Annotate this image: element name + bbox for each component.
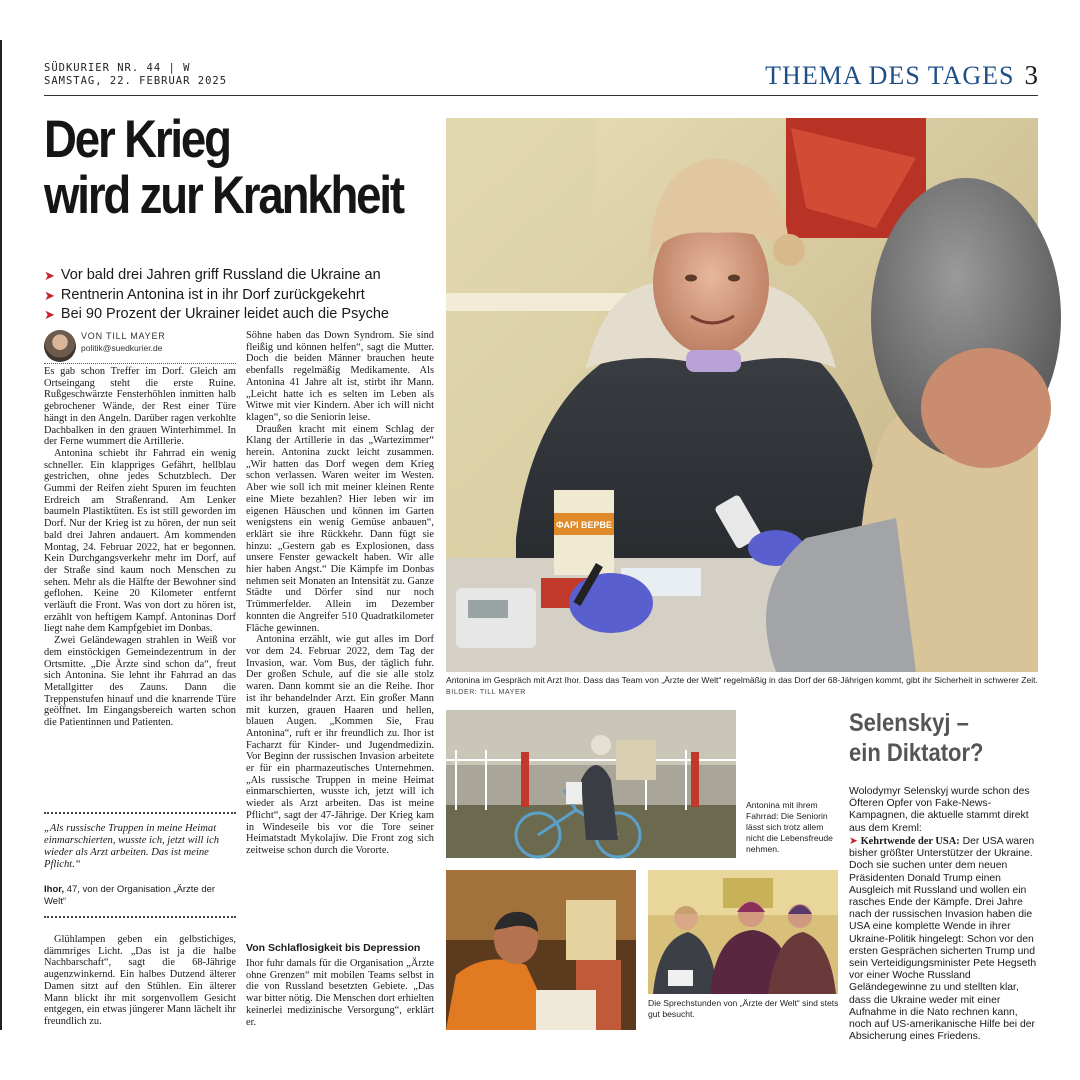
article-column-2 xyxy=(246,330,434,934)
body-paragraph: Draußen kracht mit einem Schlag der Klang der Artillerie in das „Wartezimmer“ herein. Antonina zuckt leicht zusammen. „Wir hatten das Dorf wegen dem Krieg schon verlassen. Waren weiter im Westen. Aber wie soll ich mit meiner kleinen Rente eine Miete bezahlen? Hier leben wir im eigenen Häuschen und können im Garten wenigstens ein wenig Gemüse anbauen“, erklärt sie ihre Rückkehr. Dann fügt sie hinzu: „Gestern gab es Explosionen, dass unsere Fenster gewackelt haben. Wir alle hier haben Angst.“ Die Kämpfe im Donbas nehmen seit Monaten an Intensität zu. Ganze Städte und Dörfer sind nur noch Trümmerfelder. Allein im Dezember konnten die Angreifer 510 Quadratkilometer Fläche gewinnen. xyxy=(246,423,434,634)
arrow-right-icon: ➤ xyxy=(44,287,55,303)
sidebar-bold-lead: Kehrtwende der USA: xyxy=(860,836,960,847)
body-paragraph: Glühlampen geben ein gelbstichiges, dämmriges Licht. „Das ist ja die halbe Nachbarschaft“, sagt die 68-Jährige augenzwinkernd. Ein halbes Dutzend älterer Damen sitzt auf den Stühlen. Ein älterer Mann blickt ihr mit sorgenvollem Gesicht entgegen, ein etwas jüngerer Mann lächelt ihr freundlich zu. xyxy=(44,934,236,1027)
quote-author-description: 47, von der Organisation „Ärzte der Welt“ xyxy=(44,884,216,907)
article-column-1-continued xyxy=(44,934,236,1026)
masthead-divider xyxy=(44,95,1038,96)
doctor-photo-illustration xyxy=(446,870,636,1030)
summary-bullet: ➤ Rentnerin Antonina ist in ihr Dorf zurückgekehrt xyxy=(44,286,444,306)
main-photo-illustration xyxy=(446,118,1038,672)
paper-issue: SÜDKURIER NR. 44 | W xyxy=(44,62,191,74)
medicine-box-label: ФАРІ ВЕРВЕ xyxy=(556,520,612,530)
summary-bullet: ➤ Vor bald drei Jahren griff Russland die Ukraine an xyxy=(44,266,444,286)
sidebar-lead: Wolodymyr Selenskyj wurde schon des Öfteren Opfer von Fake-News-Kampagnen, die aktuelle stammt direkt aus dem Kreml: xyxy=(849,786,1030,834)
quote-author-name: Ihor, xyxy=(44,884,65,895)
photo-woman-with-bicycle xyxy=(446,710,736,858)
arrow-right-icon: ➤ xyxy=(44,307,55,322)
women-photo-illustration xyxy=(648,870,838,994)
headline-line-1: Der Krieg xyxy=(44,110,230,169)
body-paragraph: Söhne haben das Down Syndrom. Sie sind fleißig und können helfen“, sagt die Mutter. Doch die beiden Männer brauchen heute ebenfalls regelmäßig Medikamente. Als Antonina 41 Jahre alt ist, stirbt ihr Mann. „Leicht hatte ich es selten im Leben als Witwe mit vier Kindern. Aber ich will nicht klagen“, so die Seniorin leise. xyxy=(246,330,434,423)
page-left-rule xyxy=(0,40,2,1030)
body-paragraph: Antonina erzählt, wie gut alles im Dorf vor dem 24. Februar 2022, dem Tag der Invasion, war. Vom Bus, der täglich fuhr. Der großen Schule, auf die sie alle stolz waren. Dann kommt sie an die Reihe. Ihor ist ihr behandelnder Arzt. Ein großer Mann mit kurzen, grauen Haaren und hellen, blauen Augen. „Kommen Sie, Frau Antonina“, ruft er ihr freundlich zu. Ihor ist Facharzt für Kinder- und Jugendmedizin. Vor Beginn der russischen Invasion arbeitete er für ein pharmazeutisches Unternehmen. „Als russische Truppen in meine Heimat einmarschierten, wusste ich, jetzt will ich wieder als Arzt arbeiten. Das ist meine Pflicht“, sagt der 47-Jährige. Der Krieg kam in Windeseile bis vor die Tore seiner Heimatstadt Mykolajiw. Die Front zog sich zeitweise schon durch die Vororte. xyxy=(246,634,434,856)
article-headline xyxy=(44,110,403,225)
author-avatar xyxy=(44,330,76,362)
body-paragraph: Zwei Geländewagen strahlen in Weiß vor dem einstöckigen Gemeindezentrum in der Ortsmitte. „Die Ärzte sind schon da“, freut sich Antonina. Sie lehnt ihr Fahrrad an das Metallgitter des Zauns. Dann die Treppenstufen hinauf und die knarrende Türe geöffnet. Im Eingangsbereich warten schon die Patientinnen und Patienten. xyxy=(44,635,236,729)
byline-divider xyxy=(44,363,236,364)
pull-quote: „Als russische Truppen in meine Heimat einmarschierten, wusste ich, jetzt will ich wieder als Arzt arbeiten. Das ist meine Pflicht.“ xyxy=(44,823,220,870)
bike-photo-caption: Antonina mit ihrem Fahrrad: Die Seniorin lässt sich trotz allem nicht die Lebensfreude nehmen. xyxy=(746,800,833,854)
article-subhead: Von Schlaflosigkeit bis Depression xyxy=(246,942,421,954)
sidebar-title xyxy=(849,708,1016,768)
quote-divider-top xyxy=(44,812,236,814)
main-photo-caption xyxy=(446,675,1038,698)
issue-date: SAMSTAG, 22. FEBRUAR 2025 xyxy=(44,75,228,87)
quote-attribution xyxy=(44,884,236,907)
body-paragraph: Antonina schiebt ihr Fahrrad ein wenig schneller. Ein klappriges Gefährt, hellblau gestrichen, ohne jedes Schutzblech. Der Gummi der Reifen zieht Spuren im feuchten Erdreich am Straßenrand. Am Lenker baumeln Plastiktüten. Es ist still geworden im Dorf. Nur der Krieg ist zu hören, der nun seit bald drei Jahren andauert. Am kommenden Montag, 24. Februar 2022, hat er begonnen. Kein Durchgangsverkehr mehr im Dorf, auf der Straße sind kaum noch Menschen zu sehen. Mehr als die Hälfte der Bewohner sind geflohen. Keine 20 Kilometer entfernt verläuft die Front. Was von dort zu hören ist, erzählt von heftigem Kampf. Antoninas Dorf liegt nahe dem Kampfgebiet im Donbas. xyxy=(44,447,236,635)
main-caption-text: Antonina im Gespräch mit Arzt Ihor. Dass das Team von „Ärzte der Welt“ regelmäßig in das Dorf der 68-Jährigen kommt, gibt ihr Sicherheit in schwerer Zeit. xyxy=(446,675,1038,685)
body-paragraph: Ihor fuhr damals für die Organisation „Ärzte ohne Grenzen“ mit mobilen Teams selbst in die von Russland besetzten Gebiete. „Das war bitter nötig. Die Menschen dort erhielten keinerlei medizinische Versorgung“, erklärt er. xyxy=(246,958,434,1028)
article-column-1 xyxy=(44,366,236,798)
headline-line-2: wird zur Krankheit xyxy=(44,166,403,225)
body-paragraph: Es gab schon Treffer im Dorf. Gleich am Ortseingang steht die erste Ruine. Rußgeschwärzte Fensterhöhlen inmitten halb gebrochener Wände, der Rest einer Türe hängt in den Angeln. Darüber ragen verkohlte Dachbalken in den grauen Winterhimmel. In der Ferne wummert die Artillerie. xyxy=(44,366,236,448)
quote-divider-bottom xyxy=(44,916,236,918)
author-byline xyxy=(44,330,236,362)
photo-credit: BILDER: TILL MAYER xyxy=(446,689,526,696)
arrow-right-icon: ➤ xyxy=(44,268,55,283)
photo-waiting-women xyxy=(648,870,838,994)
section-header xyxy=(765,60,1038,91)
sidebar-title-line-2: ein Diktator? xyxy=(849,739,984,767)
page-number: 3 xyxy=(1024,60,1038,90)
author-email-link[interactable]: politik@suedkurier.de xyxy=(81,343,163,353)
section-title: THEMA DES TAGES xyxy=(765,61,1015,90)
arrow-right-icon: ➤ xyxy=(849,836,861,847)
sidebar-body xyxy=(849,836,1039,1043)
author-name: VON TILL MAYER xyxy=(81,331,166,341)
sidebar-title-line-1: Selenskyj – xyxy=(849,709,969,737)
summary-bullet: ➤ Bei 90 Prozent der Ukrainer leidet auch die Psyche xyxy=(44,305,444,325)
sidebar-body-text: Der USA waren bisher größter Unterstützer der Ukraine. Doch sie suchen unter dem neuen Präsidenten Donald Trump einen Ausgleich mit Russland und wollen ein rasches Ende der Kämpfe. Drei Jahre nach der russischen Invasion haben die USA eine komplette Wende in ihrer Ukraine-Politik hingelegt: Schon vor den ersten Gesprächen sicherten Trump und sein Verteidigungsminister Pete Hegseth vor einer Woche Russland Geländegewinne zu und stellten klar, dass die Ukraine weder mit einer Aufnahme in die Nato rechnen kann, noch auf US-amerikanische Hilfe bei der Absicherung eines Friedens. xyxy=(849,836,1037,1043)
women-photo-caption: Die Sprechstunden von „Ärzte der Welt“ sind stets gut besucht. xyxy=(648,998,839,1019)
article-column-2-continued xyxy=(246,958,434,1026)
bike-photo-illustration xyxy=(446,710,736,858)
masthead-info xyxy=(44,62,227,88)
summary-bullets xyxy=(44,266,444,325)
main-photo-doctor-consultation xyxy=(446,118,1038,672)
photo-doctor-at-desk xyxy=(446,870,636,1030)
